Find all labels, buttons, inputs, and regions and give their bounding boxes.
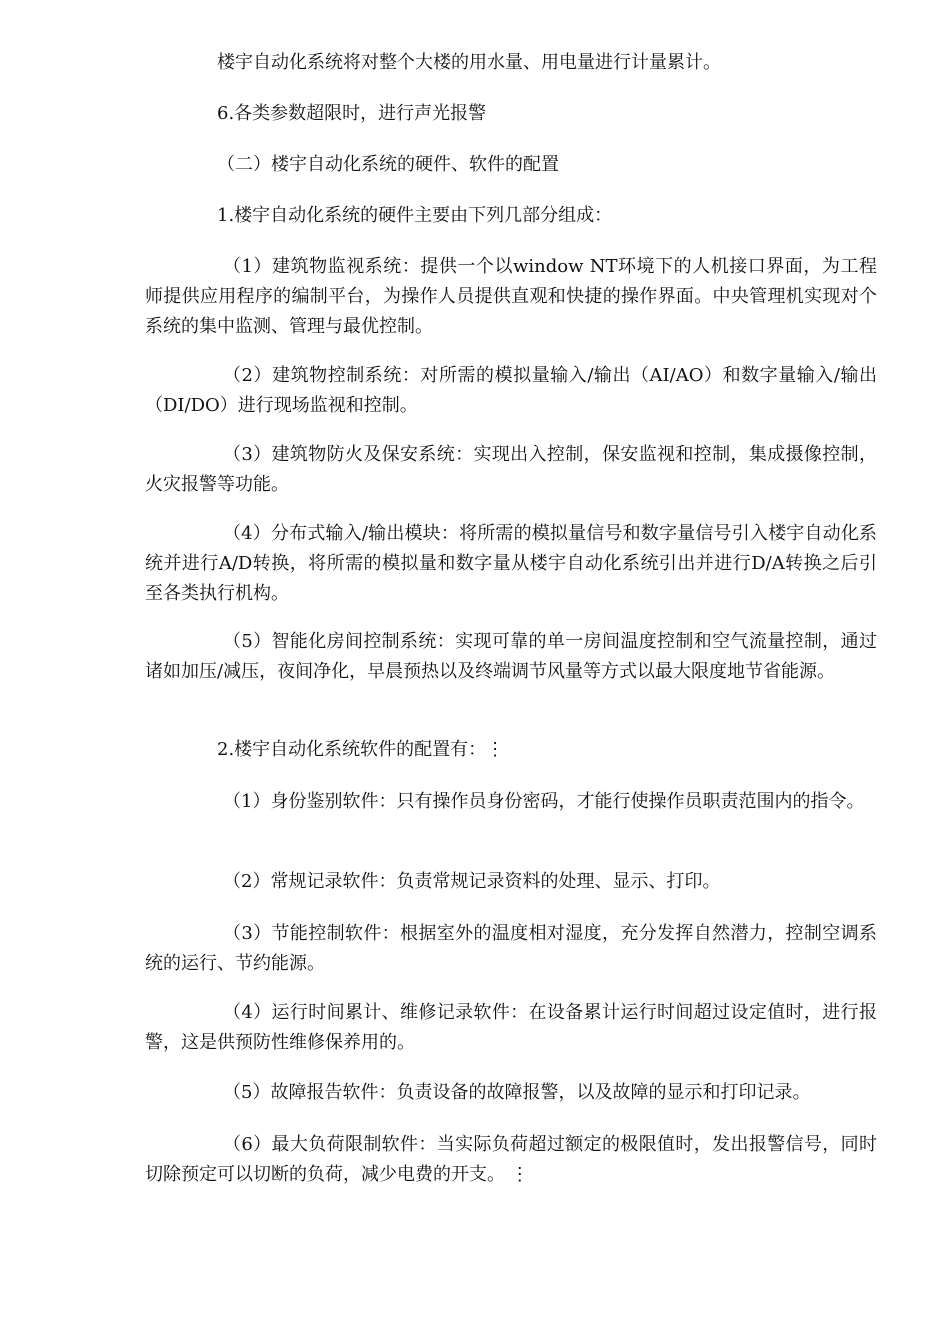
paragraph-hardware-intro: 1.楼宇自动化系统的硬件主要由下列几部分组成：	[217, 205, 613, 226]
paragraph-sw-6: （6）最大负荷限制软件：当实际负荷超过额定的极限值时，发出报警信号，同时切除预定可以切断的负荷，减少电费的开支。 ⋮	[145, 1134, 877, 1185]
paragraph-metering: 楼宇自动化系统将对整个大楼的用水量、用电量进行计量累计。	[217, 52, 721, 73]
paragraph-sw-2: （2）常规记录软件：负责常规记录资料的处理、显示、打印。	[223, 871, 721, 892]
paragraph-sw-5: （5）故障报告软件：负责设备的故障报警，以及故障的显示和打印记录。	[223, 1082, 811, 1103]
paragraph-hw-4: （4）分布式输入/输出模块：将所需的模拟量信号和数字量信号引入楼宇自动化系统并进行A/D转换，将所需的模拟量和数字量从楼宇自动化系统引出并进行D/A转换之后引至各类执行机构。	[145, 523, 877, 604]
section-heading-config: （二）楼宇自动化系统的硬件、软件的配置	[217, 154, 559, 175]
paragraph-sw-4: （4）运行时间累计、维修记录软件：在设备累计运行时间超过设定值时，进行报警，这是供预防性维修保养用的。	[145, 1002, 877, 1053]
paragraph-alarm: 6.各类参数超限时，进行声光报警	[217, 103, 487, 124]
paragraph-software-intro: 2.楼宇自动化系统软件的配置有：⋮	[217, 739, 505, 760]
paragraph-hw-3: （3）建筑物防火及保安系统：实现出入控制，保安监视和控制，集成摄像控制，火灾报警等功能。	[145, 444, 877, 495]
paragraph-sw-1: （1）身份鉴别软件：只有操作员身份密码，才能行使操作员职责范围内的指令。	[223, 791, 865, 812]
paragraph-hw-2: （2）建筑物控制系统：对所需的模拟量输入/输出（AI/AO）和数字量输入/输出（DI/DO）进行现场监视和控制。	[145, 365, 877, 416]
paragraph-sw-3: （3）节能控制软件：根据室外的温度相对湿度，充分发挥自然潜力，控制空调系统的运行、节约能源。	[145, 923, 877, 974]
paragraph-hw-5: （5）智能化房间控制系统：实现可靠的单一房间温度控制和空气流量控制，通过诸如加压/减压，夜间净化，早晨预热以及终端调节风量等方式以最大限度地节省能源。	[145, 631, 877, 682]
paragraph-hw-1: （1）建筑物监视系统：提供一个以window NT环境下的人机接口界面，为工程师提供应用程序的编制平台，为操作人员提供直观和快捷的操作界面。中央管理机实现对个系统的集中监测、管理与最优控制。	[145, 256, 877, 337]
